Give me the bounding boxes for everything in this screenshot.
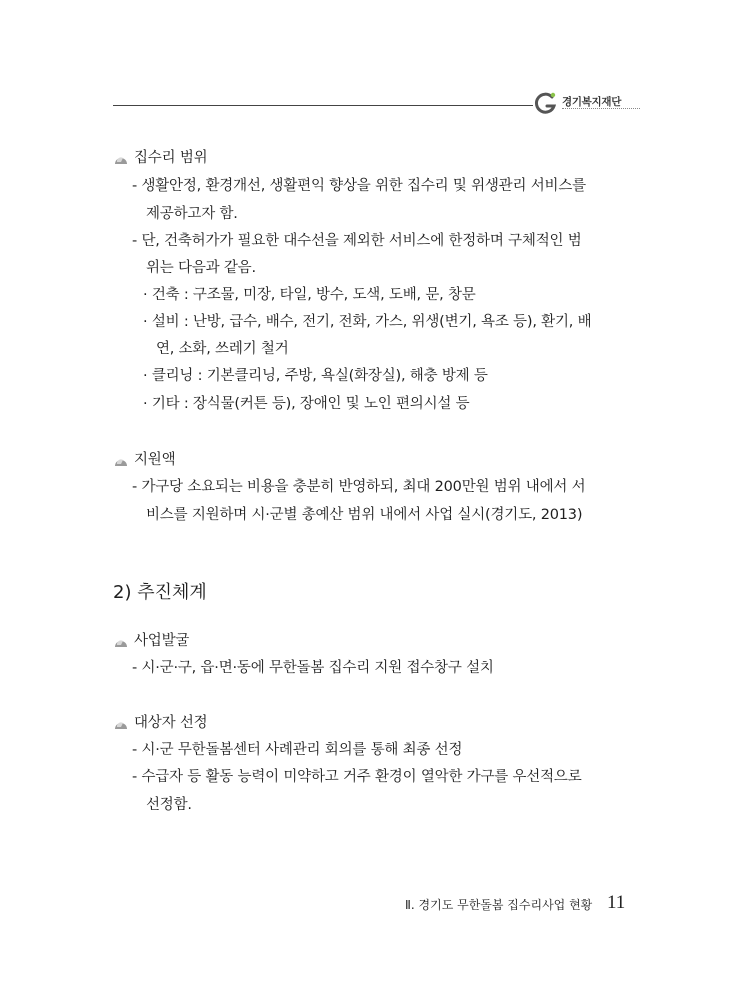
repair-scope-line-1: - 생활안정, 환경개선, 생활편익 향상을 위한 집수리 및 위생관리 서비스를	[132, 178, 586, 194]
bullet-icon	[113, 717, 129, 731]
section-heading-promotion-system: 2) 추진체계	[113, 582, 207, 603]
discovery-line-1: - 시·군·구, 읍·면·동에 무한돌봄 집수리 지원 접수창구 설치	[132, 660, 494, 676]
repair-scope-line-4: 위는 다음과 같음.	[146, 260, 256, 276]
repair-scope-line-3: - 단, 건축허가가 필요한 대수선을 제외한 서비스에 한정하며 구체적인 범	[132, 233, 582, 249]
foundation-logo-subtext-decoration	[562, 108, 640, 111]
footer-chapter-title: Ⅱ. 경기도 무한돌봄 집수리사업 현황	[405, 898, 593, 912]
selection-line-1: - 시·군 무한돌봄센터 사례관리 회의를 통해 최종 선정	[132, 742, 463, 758]
repair-scope-item-facilities: · 설비 : 난방, 급수, 배수, 전기, 전화, 가스, 위생(변기, 욕조 등), 환기, 배	[143, 314, 592, 330]
foundation-logo-name: 경기복지재단	[562, 96, 622, 108]
support-amount-line-1: - 가구당 소요되는 비용을 충분히 반영하되, 최대 200만원 범위 내에서 서	[132, 479, 586, 495]
section-heading-selection: 대상자 선정	[134, 715, 208, 731]
foundation-logo	[534, 91, 644, 117]
repair-scope-item-facilities-cont: 연, 소화, 쓰레기 철거	[156, 341, 289, 357]
section-heading-support-amount: 지원액	[134, 452, 176, 468]
page-number: 11	[607, 892, 626, 913]
foundation-logo-icon	[534, 91, 558, 115]
repair-scope-item-construction: · 건축 : 구조물, 미장, 타일, 방수, 도색, 도배, 문, 창문	[143, 287, 476, 303]
bullet-icon	[113, 635, 129, 649]
bullet-icon	[113, 152, 129, 166]
selection-line-2: - 수급자 등 활동 능력이 미약하고 거주 환경이 열악한 가구를 우선적으로	[132, 769, 582, 785]
section-heading-repair-scope: 집수리 범위	[134, 150, 208, 166]
repair-scope-line-2: 제공하고자 함.	[146, 206, 238, 222]
section-heading-discovery: 사업발굴	[134, 633, 190, 649]
repair-scope-item-cleaning: · 클리닝 : 기본클리닝, 주방, 욕실(화장실), 해충 방제 등	[143, 368, 488, 384]
bullet-icon	[113, 454, 129, 468]
selection-line-3: 선정함.	[146, 797, 192, 813]
repair-scope-item-other: · 기타 : 장식물(커튼 등), 장애인 및 노인 편의시설 등	[143, 396, 470, 412]
support-amount-line-2: 비스를 지원하며 시·군별 총예산 범위 내에서 사업 실시(경기도, 2013)	[146, 507, 583, 523]
header-rule	[113, 105, 533, 106]
